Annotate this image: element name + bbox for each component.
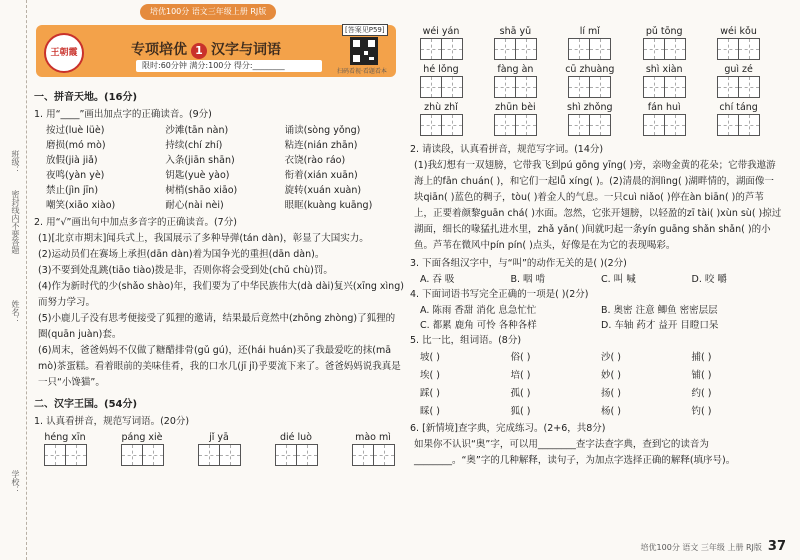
left-column	[34, 84, 404, 466]
question-6-options	[420, 303, 782, 333]
compare-item: 杨( )	[601, 406, 621, 417]
reading-item: 磨损(mó mò)	[46, 140, 106, 151]
pinyin-text: páng xiè	[121, 432, 163, 443]
writing-boxes	[420, 114, 463, 136]
section-title: 专项培优 1 汉字与词语	[131, 42, 281, 58]
pinyin-text: fán huì	[647, 102, 681, 113]
writing-box[interactable]	[494, 76, 516, 98]
writing-boxes	[352, 444, 395, 466]
compare-item: 沙( )	[601, 352, 621, 363]
question-3: 1. 认真看拼音，规范写词语。(20分)	[34, 416, 190, 427]
question-2: 2. 用“√”画出句中加点多音字的正确读音。(7分)	[34, 217, 237, 228]
reading-item: 旋转(xuán xuàn)	[284, 185, 362, 196]
qr-caption: 扫码看视·看题看本	[337, 68, 387, 75]
reading-item: 树梢(shāo xiāo)	[165, 185, 238, 196]
answer-option: C. 叫 喊	[601, 274, 636, 285]
pinyin-text: hé lǒng	[423, 64, 459, 75]
pinyin-text: héng xīn	[44, 432, 86, 443]
pinyin-word	[633, 26, 695, 60]
reading-item: 粘连(nián zhān)	[284, 140, 358, 151]
writing-boxes	[44, 444, 87, 466]
compare-item: 钓( )	[691, 406, 712, 417]
writing-box[interactable]	[590, 38, 611, 60]
pinyin-writing-row	[34, 432, 404, 466]
writing-box[interactable]	[643, 76, 665, 98]
writing-boxes	[494, 114, 537, 136]
pinyin-word	[559, 64, 621, 98]
writing-boxes	[643, 76, 686, 98]
page-number: 37	[767, 539, 786, 554]
answer-reference: [答案见P59]	[342, 24, 388, 36]
sentence-line: (1)[北京市期末]闻兵式上，我国展示了多种导弹(tán dàn)，彰显了大国实力。	[38, 233, 369, 244]
compare-item: 坡( )	[420, 352, 440, 363]
writing-box[interactable]	[739, 76, 760, 98]
writing-box[interactable]	[516, 76, 537, 98]
pinyin-word	[633, 102, 695, 136]
pinyin-word	[484, 102, 546, 136]
school-label: 学校：	[11, 470, 20, 494]
writing-box[interactable]	[275, 444, 297, 466]
writing-box[interactable]	[494, 38, 516, 60]
compare-item: 约( )	[691, 388, 712, 399]
pinyin-text: mào mì	[355, 432, 391, 443]
reading-item: 持续(chí zhí)	[165, 140, 223, 151]
writing-boxes	[643, 114, 686, 136]
compare-item: 妙( )	[601, 370, 621, 381]
sentence-line: (6)周末，爸爸妈妈不仅做了糖醋排骨(gǔ gú)，还(hái huán)买了我最爱吃的抹(mā mò)茶蛋糕。看着眼前的美味佳肴，我的口水几(jī jǐ)乎要流下来了。爸爸妈妈说我真是一只“小馋猫”。	[38, 345, 401, 388]
writing-box[interactable]	[494, 114, 516, 136]
reading-item: 钥匙(yuè yào)	[165, 170, 230, 181]
compare-item: 睬( )	[420, 406, 440, 417]
reading-item: 按过(luè lüè)	[46, 125, 105, 136]
writing-box[interactable]	[420, 76, 442, 98]
writing-box[interactable]	[568, 114, 590, 136]
qr-code-icon	[350, 37, 378, 65]
answer-option: D. 车轴 药才 益开 目瞪口呆	[601, 320, 719, 331]
writing-box[interactable]	[143, 444, 164, 466]
name-label: 姓名：	[11, 300, 20, 324]
reading-item: 衣饶(rào ráo)	[284, 155, 346, 166]
writing-boxes	[717, 38, 760, 60]
writing-boxes	[198, 444, 241, 466]
writing-box[interactable]	[590, 114, 611, 136]
question-6: 4. 下面词语书写完全正确的一项是( )(2分)	[410, 289, 589, 300]
pinyin-text: dié luò	[279, 432, 312, 443]
pinyin-text: pǔ tōng	[645, 26, 683, 37]
writing-box[interactable]	[297, 444, 318, 466]
pinyin-word	[708, 102, 770, 136]
answer-option: A. 吞 吸	[420, 274, 455, 285]
sentence-line: (4)作为新时代的少(shǎo shào)年，我们要为了中华民族伟大(dà dài)复兴(xīng xìng)而努力学习。	[38, 281, 404, 308]
sentence-line: (3)不要到处乱跳(tiāo tiào)拨是非，否则你将会受到处(chǔ chù)罚。	[38, 265, 333, 276]
pinyin-text: wéi yán	[422, 26, 460, 37]
writing-boxes	[568, 114, 611, 136]
pinyin-text: lí mǐ	[579, 26, 600, 37]
question-4-passage: (1)我幻想有一双翅膀，它带我飞到pú gōng yīng( )旁，亲吻金黄的花朵；它带我遨游海上的fān chuán( )，和它们一起lǚ xíng( )。(2)清晨的润lìng( )湖畔情的，湖面像一块qiān( )蓝色的稠子，tòu( )着金人的气息。一只cuì niǎo( )停在àn biān( )的芦苇上，正要着颜黎guān chá( )水面。忽然，它张开翅膀，以轻盈的zī tài( )xùn sù( )掠过湖面，细长的喙猛扎进水里，zhǎ yǎn( )间就叼起一条yín guāng shǎn shǎn( )的小鱼。芦苇在微风中pín pín( )点头，好像是在为它的表现喝彩。	[414, 160, 782, 251]
compare-item: 捕( )	[691, 352, 712, 363]
writing-box[interactable]	[442, 114, 463, 136]
compare-item: 踩( )	[420, 388, 440, 399]
pinyin-word	[410, 102, 472, 136]
writing-box[interactable]	[44, 444, 66, 466]
answer-option: B. 奥密 注意 鲫鱼 密密层层	[601, 305, 718, 316]
seal-notice: 密封线内不要答题	[11, 190, 20, 254]
pinyin-word	[34, 432, 96, 466]
series-banner: 培优100分 语文三年级上册 RJ版	[140, 4, 276, 20]
writing-box[interactable]	[643, 114, 665, 136]
writing-boxes	[568, 38, 611, 60]
answer-option: A. 陈雨 香甜 消化 息急忙忙	[420, 305, 537, 316]
reading-item: 诵读(sòng yǒng)	[284, 125, 361, 136]
compare-item: 培( )	[510, 370, 531, 381]
writing-box[interactable]	[420, 38, 442, 60]
writing-box[interactable]	[516, 114, 537, 136]
reading-item: 入条(jiān shān)	[165, 155, 235, 166]
writing-box[interactable]	[665, 38, 686, 60]
question-5-options	[420, 272, 782, 287]
pinyin-text: shā yǔ	[499, 26, 532, 37]
writing-box[interactable]	[739, 114, 760, 136]
part-one-heading: 一、拼音天地。(16分)	[34, 92, 138, 103]
reading-item: 禁止(jìn jīn)	[46, 185, 99, 196]
question-7: 5. 比一比，组词语。(8分)	[410, 335, 522, 346]
time-score-line: 限时:60分钟 满分:100分 得分:________	[136, 60, 322, 72]
compare-item: 狐( )	[510, 406, 531, 417]
writing-box[interactable]	[374, 444, 395, 466]
pinyin-text: chí táng	[719, 102, 758, 113]
pinyin-word	[410, 26, 472, 60]
question-8: 6. [新情境]查字典，完成练习。(2+6，共8分)	[410, 423, 606, 434]
question-2-lines	[34, 231, 404, 391]
writing-box[interactable]	[665, 114, 686, 136]
question-4: 2. 请读段，认真看拼音，规范写字词。(14分)	[410, 144, 604, 155]
compare-item: 俗( )	[510, 352, 531, 363]
pinyin-word	[559, 26, 621, 60]
writing-box[interactable]	[516, 38, 537, 60]
writing-box[interactable]	[739, 38, 760, 60]
writing-box[interactable]	[665, 76, 686, 98]
writing-box[interactable]	[420, 114, 442, 136]
reading-item: 眼眶(kuàng kuāng)	[284, 200, 373, 211]
writing-boxes	[717, 76, 760, 98]
writing-boxes	[494, 38, 537, 60]
writing-box[interactable]	[568, 38, 590, 60]
binding-margin	[0, 0, 27, 560]
pinyin-word	[410, 64, 472, 98]
writing-boxes	[494, 76, 537, 98]
right-column	[410, 26, 782, 469]
compare-item: 铺( )	[691, 370, 712, 381]
compare-item: 扬( )	[601, 388, 621, 399]
sentence-line: (2)运动员们在赛场上承担(dān dàn)着为国争光的重担(dān dàn)。	[38, 249, 325, 260]
pinyin-text: cū zhuàng	[565, 64, 615, 75]
writing-box[interactable]	[442, 76, 463, 98]
writing-box[interactable]	[717, 76, 739, 98]
pinyin-word	[188, 432, 250, 466]
pinyin-word	[484, 64, 546, 98]
pinyin-text: fàng àn	[497, 64, 534, 75]
pinyin-word	[633, 64, 695, 98]
pinyin-text: guì zé	[724, 64, 753, 75]
pinyin-text: wéi kǒu	[720, 26, 757, 37]
compare-item: 孤( )	[510, 388, 531, 399]
writing-box[interactable]	[220, 444, 241, 466]
sentence-line: (5)小鹿儿子没有思考便接受了狐狸的邀请，结果最后竟然中(zhōng zhòng)了狐狸的圈(quān juàn)套。	[38, 313, 396, 340]
pinyin-word	[111, 432, 173, 466]
page-footer: 培优100分 语文 三年级 上册 RJ版 37	[640, 539, 786, 554]
writing-box[interactable]	[568, 76, 590, 98]
question-7-items	[420, 349, 782, 421]
pinyin-text: shì zhǒng	[567, 102, 613, 113]
answer-option: D. 咬 嚼	[691, 274, 727, 285]
writing-box[interactable]	[717, 38, 739, 60]
writing-box[interactable]	[66, 444, 87, 466]
pinyin-word	[708, 26, 770, 60]
pinyin-word	[559, 102, 621, 136]
part-two-heading: 二、汉字王国。(54分)	[34, 399, 138, 410]
writing-box[interactable]	[442, 38, 463, 60]
writing-boxes	[121, 444, 164, 466]
reading-item: 放假(jià jiǎ)	[46, 155, 98, 166]
writing-boxes	[643, 38, 686, 60]
reading-item: 耐心(nài nèi)	[165, 200, 224, 211]
pinyin-word	[484, 26, 546, 60]
writing-box[interactable]	[590, 76, 611, 98]
pinyin-word	[708, 64, 770, 98]
question-1: 1. 用“____”画出加点字的正确读音。(9分)	[34, 109, 212, 120]
compare-item: 埃( )	[420, 370, 440, 381]
writing-boxes	[717, 114, 760, 136]
writing-box[interactable]	[643, 38, 665, 60]
reading-item: 沙滩(tān nàn)	[165, 125, 229, 136]
question-8-text: 如果你不认识“奥”字，可以用________查字法查字典，查到它的读音为________。“奥”字的几种解释，读句子，为加点字选择正确的解释(填序号)。	[414, 439, 736, 466]
writing-boxes	[568, 76, 611, 98]
question-1-items	[46, 123, 404, 213]
pinyin-text: shì xiàn	[645, 64, 683, 75]
brand-logo: 王朝霞	[44, 33, 84, 73]
writing-boxes	[420, 38, 463, 60]
question-5: 3. 下面各组汉字中，与“叫”的动作无关的是( )(2分)	[410, 258, 627, 269]
writing-box[interactable]	[717, 114, 739, 136]
class-label: 班级：	[11, 150, 20, 174]
reading-item: 夜鸣(yàn yè)	[46, 170, 105, 181]
writing-box[interactable]	[198, 444, 220, 466]
reading-item: 嘲笑(xiāo xiào)	[46, 200, 116, 211]
pinyin-text: zhūn bèi	[495, 102, 536, 113]
pinyin-text: jǐ yā	[209, 432, 229, 443]
pinyin-text: zhù zhǐ	[424, 102, 458, 113]
writing-boxes	[275, 444, 318, 466]
answer-option: C. 都累 鹿角 可怜 各种各样	[420, 320, 537, 331]
pinyin-writing-grid	[410, 26, 782, 136]
writing-box[interactable]	[121, 444, 143, 466]
writing-box[interactable]	[352, 444, 374, 466]
pinyin-word	[342, 432, 404, 466]
answer-option: B. 咽 啃	[510, 274, 546, 285]
pinyin-word	[265, 432, 327, 466]
reading-item: 衔着(xián xuān)	[284, 170, 358, 181]
writing-boxes	[420, 76, 463, 98]
